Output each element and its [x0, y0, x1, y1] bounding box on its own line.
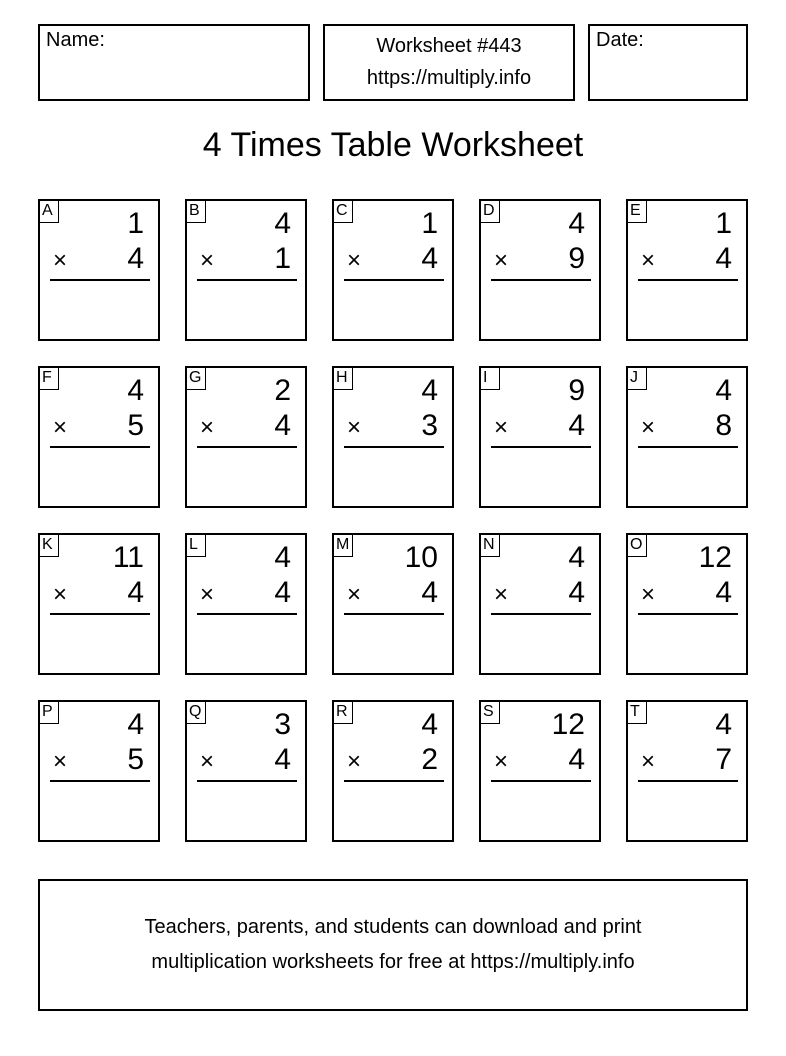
multiplier: 5	[127, 409, 144, 442]
multiply-sign: ×	[53, 748, 68, 775]
multiply-sign: ×	[494, 581, 509, 608]
multiply-sign: ×	[641, 414, 656, 441]
multiply-sign: ×	[347, 581, 362, 608]
problem-letter: R	[332, 700, 353, 724]
multiplier: 1	[274, 242, 291, 275]
answer-line	[491, 780, 591, 782]
multiplier: 7	[715, 743, 732, 776]
multiplicand: 1	[127, 207, 144, 240]
multiplicand: 3	[274, 708, 291, 741]
multiply-sign: ×	[494, 247, 509, 274]
multiply-sign: ×	[641, 748, 656, 775]
date-field-box[interactable]	[588, 24, 748, 101]
multiplier: 4	[274, 576, 291, 609]
multiplier: 4	[568, 743, 585, 776]
problem-card[interactable]	[185, 700, 307, 842]
multiplier: 4	[127, 576, 144, 609]
answer-line	[638, 279, 738, 281]
multiplicand: 4	[274, 541, 291, 574]
multiply-sign: ×	[347, 247, 362, 274]
answer-line	[344, 446, 444, 448]
multiplier: 4	[568, 576, 585, 609]
answer-line	[50, 279, 150, 281]
multiplier: 3	[421, 409, 438, 442]
multiplicand: 4	[421, 374, 438, 407]
problem-letter: N	[479, 533, 500, 557]
problem-letter: E	[626, 199, 647, 223]
problem-card[interactable]	[626, 533, 748, 675]
multiplier: 4	[568, 409, 585, 442]
answer-line	[638, 613, 738, 615]
multiplicand: 4	[421, 708, 438, 741]
footer-line-1: Teachers, parents, and students can download and print	[144, 916, 642, 938]
problem-letter: J	[626, 366, 647, 390]
problem-letter: A	[38, 199, 59, 223]
multiplicand: 10	[404, 541, 438, 574]
multiplier: 4	[715, 242, 732, 275]
problem-card[interactable]	[38, 533, 160, 675]
multiplier: 4	[421, 576, 438, 609]
footer-box	[38, 879, 748, 1011]
answer-line	[638, 780, 738, 782]
multiplicand: 4	[568, 541, 585, 574]
problem-card[interactable]	[332, 533, 454, 675]
multiply-sign: ×	[200, 748, 215, 775]
worksheet-title: 4 Times Table Worksheet	[202, 126, 584, 164]
problem-card[interactable]	[332, 199, 454, 341]
multiplier: 5	[127, 743, 144, 776]
multiplier: 2	[421, 743, 438, 776]
problem-card[interactable]	[332, 700, 454, 842]
multiply-sign: ×	[200, 581, 215, 608]
multiply-sign: ×	[53, 247, 68, 274]
multiplicand: 2	[274, 374, 291, 407]
multiply-sign: ×	[347, 748, 362, 775]
answer-line	[491, 613, 591, 615]
multiplicand: 4	[715, 374, 732, 407]
answer-line	[344, 613, 444, 615]
multiply-sign: ×	[53, 414, 68, 441]
multiplier: 4	[274, 409, 291, 442]
worksheet-info-box	[323, 24, 575, 101]
multiply-sign: ×	[641, 581, 656, 608]
problem-letter: L	[185, 533, 206, 557]
multiplicand: 4	[127, 374, 144, 407]
problem-card[interactable]	[479, 700, 601, 842]
multiplicand: 4	[715, 708, 732, 741]
problem-card[interactable]	[185, 366, 307, 508]
multiply-sign: ×	[641, 247, 656, 274]
problem-letter: H	[332, 366, 353, 390]
multiplicand: 1	[715, 207, 732, 240]
multiplier: 4	[421, 242, 438, 275]
answer-line	[491, 446, 591, 448]
problem-card[interactable]	[626, 700, 748, 842]
problem-letter: F	[38, 366, 59, 390]
answer-line	[344, 780, 444, 782]
problem-card[interactable]	[185, 533, 307, 675]
answer-line	[491, 279, 591, 281]
answer-line	[197, 279, 297, 281]
footer-line-2: multiplication worksheets for free at https://multiply.info	[151, 951, 635, 973]
problem-card[interactable]	[38, 366, 160, 508]
answer-line	[197, 613, 297, 615]
multiplicand: 4	[274, 207, 291, 240]
worksheet-url: https://multiply.info	[366, 67, 532, 89]
problem-letter: Q	[185, 700, 206, 724]
multiplicand: 1	[421, 207, 438, 240]
problem-card[interactable]	[479, 366, 601, 508]
problem-letter: S	[479, 700, 500, 724]
answer-line	[50, 446, 150, 448]
date-label: Date:	[596, 29, 644, 51]
problem-card[interactable]	[185, 199, 307, 341]
problem-letter: P	[38, 700, 59, 724]
multiplier: 4	[127, 242, 144, 275]
multiply-sign: ×	[494, 414, 509, 441]
problem-card[interactable]	[38, 199, 160, 341]
problem-letter: K	[38, 533, 59, 557]
multiply-sign: ×	[200, 247, 215, 274]
answer-line	[638, 446, 738, 448]
multiplicand: 11	[112, 541, 144, 574]
problem-card[interactable]	[38, 700, 160, 842]
answer-line	[344, 279, 444, 281]
answer-line	[50, 613, 150, 615]
multiply-sign: ×	[494, 748, 509, 775]
multiplicand: 12	[551, 708, 585, 741]
multiplier: 9	[568, 242, 585, 275]
problem-card[interactable]	[479, 199, 601, 341]
problem-letter: I	[479, 366, 500, 390]
problem-card[interactable]	[626, 366, 748, 508]
name-label: Name:	[46, 29, 105, 51]
multiplicand: 4	[568, 207, 585, 240]
problem-letter: G	[185, 366, 206, 390]
multiplicand: 12	[698, 541, 732, 574]
name-field-box[interactable]	[38, 24, 310, 101]
problem-letter: M	[332, 533, 353, 557]
problem-card[interactable]	[626, 199, 748, 341]
answer-line	[50, 780, 150, 782]
multiply-sign: ×	[53, 581, 68, 608]
multiplicand: 4	[127, 708, 144, 741]
problem-card[interactable]	[479, 533, 601, 675]
multiplier: 4	[274, 743, 291, 776]
problem-letter: T	[626, 700, 647, 724]
multiply-sign: ×	[347, 414, 362, 441]
problem-letter: O	[626, 533, 647, 557]
multiplier: 8	[715, 409, 732, 442]
answer-line	[197, 780, 297, 782]
worksheet-number: Worksheet #443	[376, 35, 522, 57]
multiply-sign: ×	[200, 414, 215, 441]
answer-line	[197, 446, 297, 448]
problem-card[interactable]	[332, 366, 454, 508]
problem-letter: B	[185, 199, 206, 223]
problem-letter: D	[479, 199, 500, 223]
multiplier: 4	[715, 576, 732, 609]
problem-letter: C	[332, 199, 353, 223]
multiplicand: 9	[568, 374, 585, 407]
